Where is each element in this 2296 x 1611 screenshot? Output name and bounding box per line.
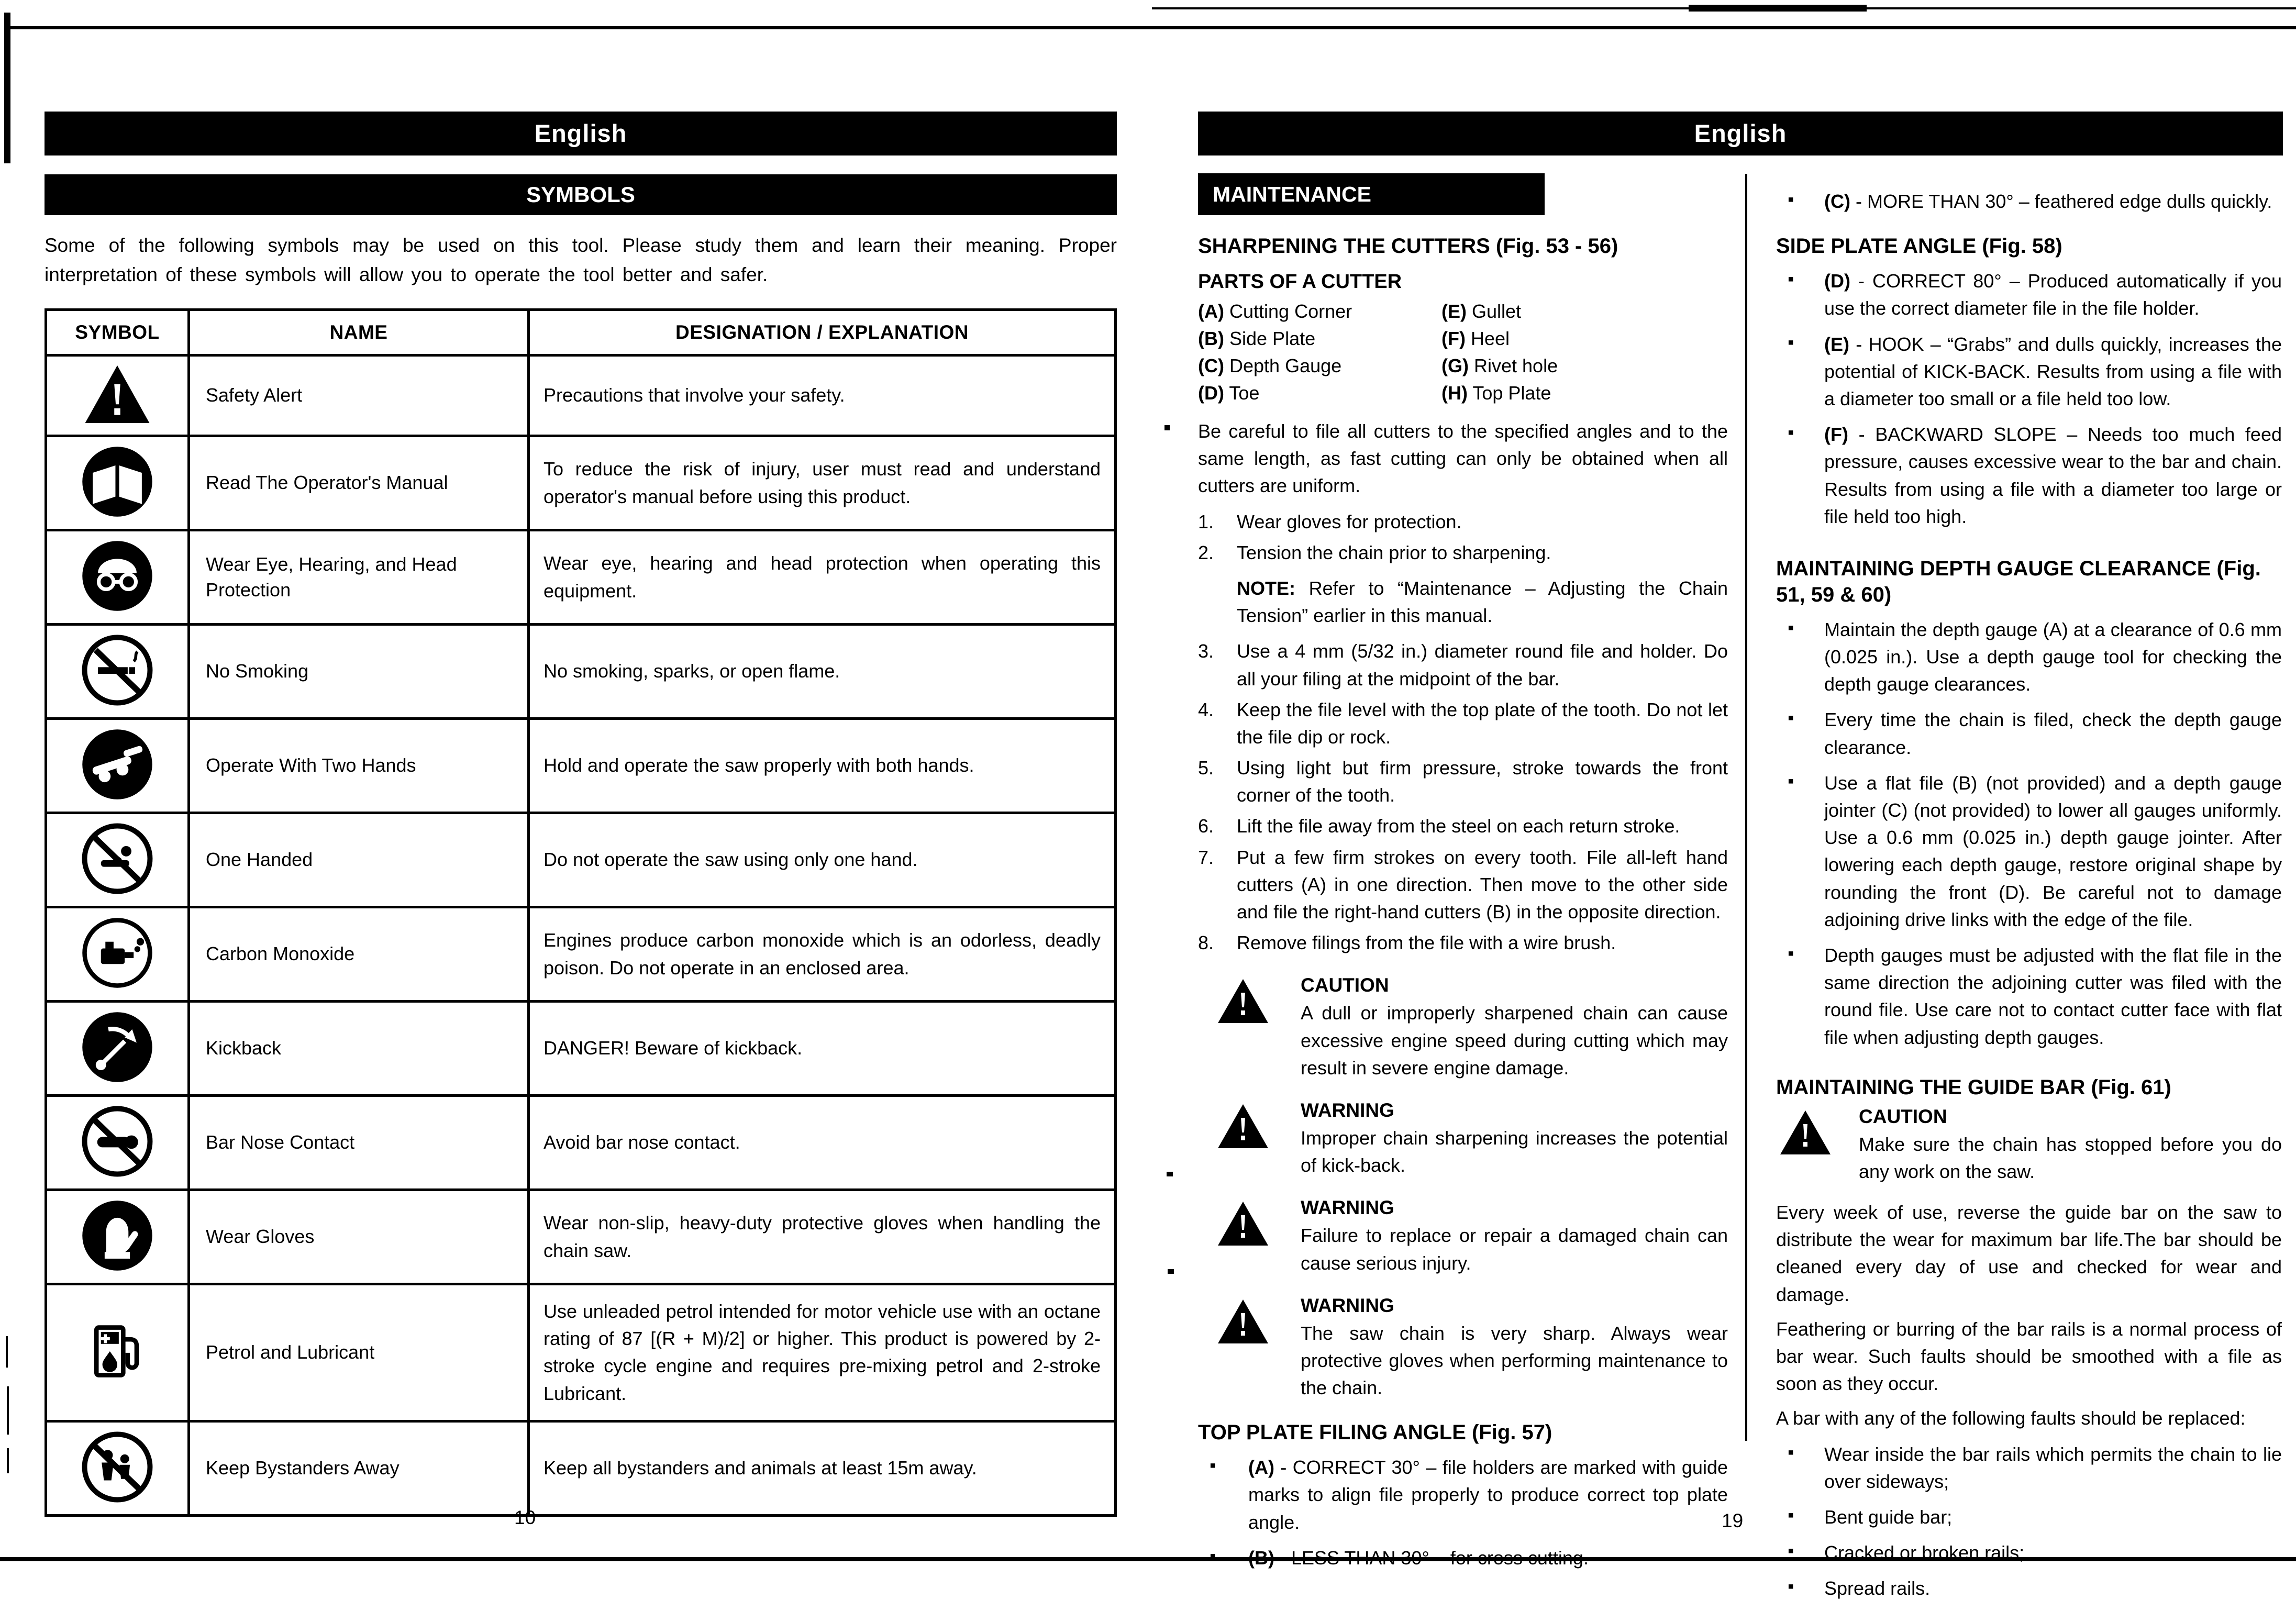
step-item: 3. Use a 4 mm (5/32 in.) diameter round file and holder. Do all your filing at the midpoint of the bar. [1198, 640, 1728, 690]
maintenance-column-right [1776, 180, 2282, 1611]
bullet-item: ▪ (D) - CORRECT 80° – Produced automatically if you use the correct diameter file in the file holder. [1776, 268, 2282, 322]
warning-triangle-icon [1217, 974, 1271, 1082]
language-label: English [534, 119, 627, 147]
sharpening-steps [1198, 508, 1728, 957]
step-item: 5. Using light but firm pressure, stroke towards the front corner of the tooth. [1198, 757, 1728, 806]
column-header-designation: DESIGNATION / EXPLANATION [529, 310, 1116, 355]
column-header-name: NAME [189, 310, 529, 355]
top-plate-heading: TOP PLATE FILING ANGLE (Fig. 57) [1198, 1421, 1552, 1445]
warning-triangle-icon [1217, 1099, 1271, 1179]
cutter-parts-list [1198, 301, 1728, 404]
no-smoking-icon [80, 701, 154, 709]
one-handed-icon [80, 889, 154, 898]
bullet-item: ▪ Maintain the depth gauge (A) at a clearance of 0.6 mm (0.025 in.). Use a depth gauge tool for checking the depth gauge clearances. [1776, 616, 2282, 698]
symbol-explanation: Avoid bar nose contact. [529, 1096, 1116, 1190]
guide-bar-heading: MAINTAINING THE GUIDE BAR (Fig. 61) [1776, 1075, 2171, 1099]
table-row [46, 1421, 1116, 1515]
alert-title: CAUTION [1301, 974, 1389, 996]
table-row [46, 1096, 1116, 1190]
margin-mark [1164, 425, 1170, 430]
alert-text: Make sure the chain has stopped before you do any work on the saw. [1859, 1133, 2282, 1182]
alert-text: Improper chain sharpening increases the potential of kick-back. [1301, 1127, 1728, 1176]
guide-bar-paragraph: Feathering or burring of the bar rails is a normal process of bar wear. Such faults should be smoothed with a file as soon as they occur. [1776, 1318, 2282, 1395]
guide-bar-paragraph: Every week of use, reverse the guide bar on the saw to distribute the wear for maximum bar life.The bar should be cleaned every day of use and checked for wear and damage. [1776, 1202, 2282, 1305]
warning-triangle-icon [1217, 1295, 1271, 1402]
guide-bar-paragraph: A bar with any of the following faults should be replaced: [1776, 1407, 2246, 1429]
part-item: (H) Top Plate [1441, 382, 1551, 404]
maintenance-section-label: MAINTENANCE [1213, 182, 1371, 206]
bullet-item: ▪ Cracked or broken rails; [1776, 1539, 2282, 1566]
part-item: (C) Depth Gauge [1198, 355, 1342, 376]
symbol-explanation: Engines produce carbon monoxide which is an odorless, deadly poison. Do not operate in an enclosed area. [529, 907, 1116, 1002]
read-operators-manual-icon [80, 512, 154, 521]
parts-heading: PARTS OF A CUTTER [1198, 271, 1402, 293]
scan-artifact [6, 1336, 8, 1368]
bullet-item: ▪ Wear inside the bar rails which permits the chain to lie over sideways; [1776, 1441, 2282, 1495]
symbol-name: Wear Eye, Hearing, and Head Protection [189, 530, 529, 625]
table-row [46, 355, 1116, 436]
bullet-item: ▪ (A) - CORRECT 30° – file holders are marked with guide marks to align file properly to produce correct top plate angle. [1198, 1454, 1728, 1536]
care-note: Be careful to file all cutters to the specified angles and to the same length, as fast cutting can only be obtained when all cutters are uniform. [1198, 420, 1728, 497]
table-row [46, 625, 1116, 719]
symbol-name: Read The Operator's Manual [189, 436, 529, 530]
part-item: (A) Cutting Corner [1198, 301, 1352, 322]
bullet-item: ▪ (C) - MORE THAN 30° – feathered edge dulls quickly. [1776, 188, 2282, 215]
part-item: (F) Heel [1441, 328, 1510, 349]
margin-mark [1168, 1269, 1174, 1274]
symbol-name: Carbon Monoxide [189, 907, 529, 1002]
step-item: 4. Keep the file level with the top plate of the tooth. Do not let the file dip or rock. [1198, 698, 1728, 748]
symbol-name: One Handed [189, 813, 529, 907]
table-header-row [46, 310, 1116, 355]
symbol-explanation: Keep all bystanders and animals at least 15m away. [529, 1421, 1116, 1515]
alert-title: WARNING [1301, 1197, 1394, 1219]
operate-two-hands-icon [80, 795, 154, 804]
symbol-name: Safety Alert [189, 355, 529, 436]
symbol-explanation: Precautions that involve your safety. [529, 355, 1116, 436]
wear-protection-icon [80, 606, 154, 615]
bullet-item: ▪ Depth gauges must be adjusted with the flat file in the same direction the adjoining cutter was filed with the round file. Use care not to contact cutter face with flat file when adjusting depth gauges. [1776, 942, 2282, 1051]
symbols-page [45, 112, 1117, 1517]
alert-title: WARNING [1301, 1099, 1394, 1121]
symbol-name: Keep Bystanders Away [189, 1421, 529, 1515]
bullet-item: ▪ Bent guide bar; [1776, 1504, 2282, 1531]
symbol-name: Petrol and Lubricant [189, 1284, 529, 1421]
symbol-explanation: DANGER! Beware of kickback. [529, 1002, 1116, 1096]
page-number-right: 19 [1722, 1510, 1744, 1531]
symbol-explanation: To reduce the risk of injury, user must read and understand operator's manual before using this product. [529, 436, 1116, 530]
table-row [46, 813, 1116, 907]
language-label: English [1694, 119, 1787, 147]
table-row [46, 1190, 1116, 1284]
maintenance-column-left [1198, 173, 1728, 1572]
table-row [46, 530, 1116, 625]
symbol-explanation: Hold and operate the saw properly with both hands. [529, 719, 1116, 813]
table-row [46, 436, 1116, 530]
symbol-explanation: Wear non-slip, heavy-duty protective gloves when handling the chain saw. [529, 1190, 1116, 1284]
maintenance-page [1198, 112, 2283, 1599]
symbol-explanation: Use unleaded petrol intended for motor vehicle use with an octane rating of 87 [(R + M)/2] or higher. This product is powered by 2-stroke cycle engine and requires pre-mixing petrol and 2-stroke Lubricant. [529, 1284, 1116, 1421]
bullet-item: ▪ (F) - BACKWARD SLOPE – Needs too much feed pressure, causes excessive wear to the bar and chain. Results from using a file with a diameter too large or file held too high. [1776, 421, 2282, 530]
caution-block [1217, 974, 1728, 1082]
step-item: 2. Tension the chain prior to sharpening. [1198, 541, 1551, 563]
part-item: (G) Rivet hole [1441, 355, 1558, 376]
symbols-intro: Some of the following symbols may be used on this tool. Please study them and learn their meaning. Proper interpretation of these symbols will allow you to operate the tool better and safer. [45, 235, 1117, 285]
scan-artifact [4, 13, 10, 163]
part-item: (E) Gullet [1441, 301, 1522, 322]
alert-text: The saw chain is very sharp. Always wear protective gloves when performing maintenance to the chain. [1301, 1322, 1728, 1399]
alert-text: A dull or improperly sharpened chain can cause excessive engine speed during cutting which may result in severe engine damage. [1301, 1002, 1728, 1079]
carbon-monoxide-icon [80, 983, 154, 992]
table-row [46, 1002, 1116, 1096]
symbols-section-banner [45, 174, 1117, 215]
step-item: 1. Wear gloves for protection. [1198, 510, 1462, 532]
scan-artifact [7, 1386, 9, 1435]
kickback-icon [80, 1077, 154, 1086]
symbol-explanation: Do not operate the saw using only one hand. [529, 813, 1116, 907]
safety-alert-icon [84, 418, 151, 427]
symbol-name: Kickback [189, 1002, 529, 1096]
side-plate-heading: SIDE PLATE ANGLE (Fig. 58) [1776, 235, 2062, 258]
step-item: 7. Put a few firm strokes on every tooth. File all-left hand cutters (A) in one direction. Then move to the other side and file the right-hand cutters (B) in the opposite direction. [1198, 846, 1728, 923]
maintenance-section-banner [1198, 173, 1545, 215]
caution-block [1779, 1106, 2282, 1185]
warning-block [1217, 1099, 1728, 1179]
wear-gloves-icon [80, 1266, 154, 1275]
column-header-symbol: SYMBOL [46, 310, 189, 355]
bullet-item: ▪ Spread rails. [1776, 1575, 2282, 1602]
alert-text: Failure to replace or repair a damaged chain can cause serious injury. [1301, 1225, 1728, 1274]
bar-nose-contact-icon [80, 1172, 154, 1181]
page-number-left: 10 [514, 1507, 536, 1528]
petrol-lubricant-icon [80, 1382, 154, 1391]
depth-gauge-heading: MAINTAINING DEPTH GAUGE CLEARANCE (Fig. 51, 59 & 60) [1776, 557, 2261, 606]
scan-artifact [7, 1448, 9, 1473]
keep-bystanders-away-icon [80, 1497, 154, 1506]
symbol-name: Bar Nose Contact [189, 1096, 529, 1190]
bullet-item: ▪ Every time the chain is filed, check the depth gauge clearance. [1776, 706, 2282, 761]
symbols-section-label: SYMBOLS [526, 182, 635, 207]
top-edge-line [8, 26, 2296, 29]
note-block: NOTE: Refer to “Maintenance – Adjusting the Chain Tension” earlier in this manual. [1237, 577, 1728, 627]
language-banner [45, 112, 1117, 155]
warning-block [1217, 1295, 1728, 1402]
alert-title: WARNING [1301, 1294, 1394, 1316]
table-row [46, 719, 1116, 813]
table-row [46, 907, 1116, 1002]
step-item: 6. Lift the file away from the steel on each return stroke. [1198, 815, 1680, 837]
part-item: (D) Toe [1198, 382, 1260, 404]
sharpening-heading: SHARPENING THE CUTTERS (Fig. 53 - 56) [1198, 235, 1618, 258]
symbol-explanation: Wear eye, hearing and head protection when operating this equipment. [529, 530, 1116, 625]
symbol-name: Wear Gloves [189, 1190, 529, 1284]
symbol-name: Operate With Two Hands [189, 719, 529, 813]
warning-block [1217, 1197, 1728, 1276]
scan-artifact [1689, 5, 1867, 12]
warning-triangle-icon [1779, 1106, 1834, 1185]
warning-triangle-icon [1217, 1197, 1271, 1276]
bullet-item: ▪ (B) - LESS THAN 30° – for cross cutting. [1198, 1545, 1728, 1572]
alert-title: CAUTION [1859, 1105, 1947, 1127]
bullet-item: ▪ (E) - HOOK – “Grabs” and dulls quickly, increases the potential of KICK-BACK. Results from using a file with a diameter too small or a file held too low. [1776, 331, 2282, 413]
part-item: (B) Side Plate [1198, 328, 1316, 349]
table-row [46, 1284, 1116, 1421]
margin-mark [1167, 1172, 1173, 1176]
symbol-name: No Smoking [189, 625, 529, 719]
step-item: 8. Remove filings from the file with a wire brush. [1198, 932, 1616, 954]
language-banner [1198, 112, 2283, 155]
bullet-item: ▪ Use a flat file (B) (not provided) and a depth gauge jointer (C) (not provided) to lower all gauges uniformly. Use a 0.6 mm (0.025 in.) depth gauge jointer. After lowering each depth gauge, restore original shape by rounding the front (D). Be careful not to damage adjoining drive links with the edge of the file. [1776, 770, 2282, 934]
symbols-table [45, 308, 1117, 1517]
symbol-explanation: No smoking, sparks, or open flame. [529, 625, 1116, 719]
